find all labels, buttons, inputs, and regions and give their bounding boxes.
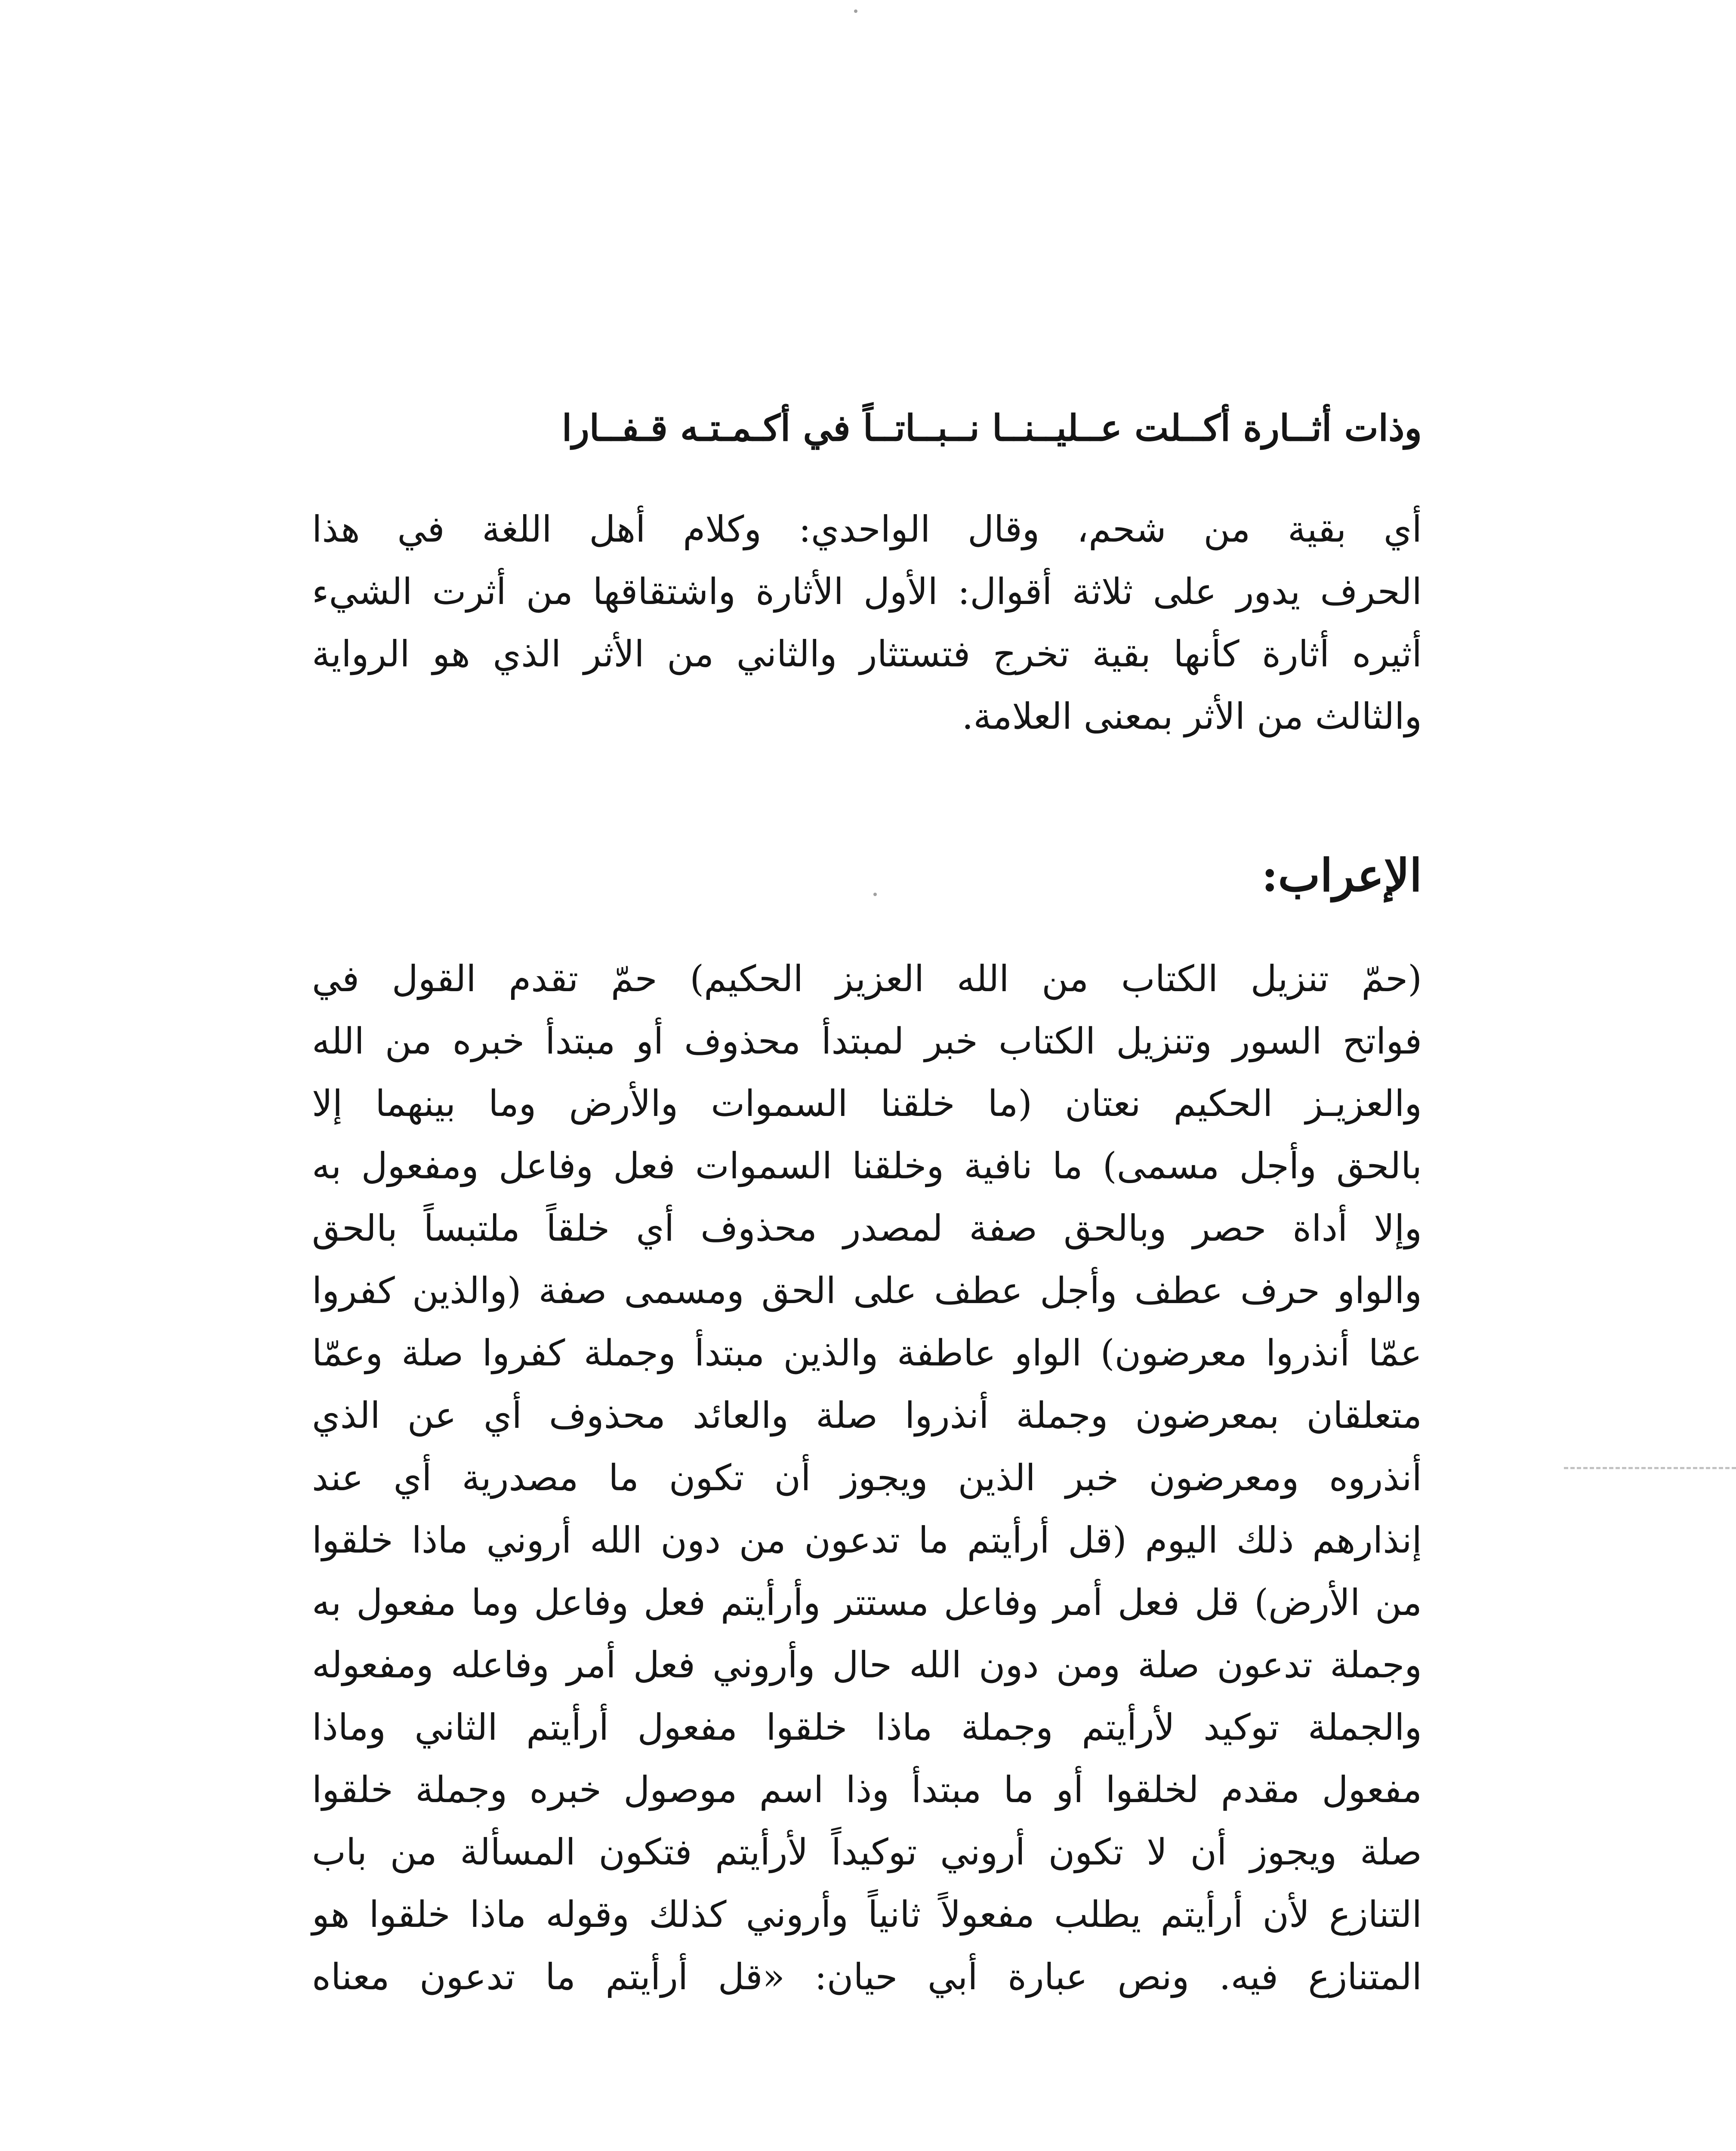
scan-speck [854,9,857,13]
paragraph-2-line-13: والجملة توكيد لأرأيتم وجملة ماذا خلقوا مفعول أرأيتم الثاني وماذا [312,1706,1422,1748]
section-heading: الإعراب: [1261,849,1422,902]
paragraph-2-line-10: إنذارهم ذلك اليوم (قل أرأيتم ما تدعون من دون الله أروني ماذا خلقوا [312,1519,1422,1561]
scan-speck [873,893,877,896]
paragraph-2-line-11: من الأرض) قل فعل أمر وفاعل مستتر وأرأيتم فعل وفاعل وما مفعول به [312,1581,1422,1624]
paragraph-1-line-3: أثيره أثارة كأنها بقية تخرج فتستثار والثاني من الأثر الذي هو الرواية [312,633,1422,675]
paragraph-2-line-8: متعلقان بمعرضون وجملة أنذروا صلة والعائد محذوف أي عن الذي [312,1394,1422,1436]
paragraph-2-line-7: عمّا أنذروا معرضون) الواو عاطفة والذين مبتدأ وجملة كفروا صلة وعمّا [312,1332,1422,1374]
paragraph-2-line-6: والواو حرف عطف وأجل عطف على الحق ومسمى صفة (والذين كفروا [312,1270,1422,1312]
paragraph-2-line-1: (حمّ تنزيل الكتاب من الله العزيز الحكيم) حمّ تقدم القول في [312,958,1422,1000]
paragraph-2-line-17: المتنازع فيه. ونص عبارة أبي حيان: «قل أرأيتم ما تدعون معناه [312,1956,1422,1998]
paragraph-2-line-16: التنازع لأن أرأيتم يطلب مفعولاً ثانياً وأروني كذلك وقوله ماذا خلقوا هو [312,1893,1422,1935]
paragraph-2-line-5: وإلا أداة حصر وبالحق صفة لمصدر محذوف أي خلقاً ملتبساً بالحق [312,1207,1422,1249]
verse-line: وذات أثــارة أكــلت عــليــنــا نــبــاتــاً في أكـمـتـه قـفــارا [561,407,1422,449]
paragraph-1-line-1: أي بقية من شحم، وقال الواحدي: وكلام أهل اللغة في هذا [312,508,1422,550]
paragraph-2-line-12: وجملة تدعون صلة ومن دون الله حال وأروني فعل أمر وفاعله ومفعوله [312,1644,1422,1686]
scan-artifact-line [1564,1467,1736,1475]
paragraph-2-line-15: صلة ويجوز أن لا تكون أروني توكيداً لأرأيتم فتكون المسألة من باب [312,1831,1422,1873]
paragraph-2-line-2: فواتح السور وتنزيل الكتاب خبر لمبتدأ محذوف أو مبتدأ خبره من الله [312,1020,1422,1062]
paragraph-2-line-14: مفعول مقدم لخلقوا أو ما مبتدأ وذا اسم موصول خبره وجملة خلقوا [312,1769,1422,1811]
paragraph-2-line-9: أنذروه ومعرضون خبر الذين ويجوز أن تكون ما مصدرية أي عند [312,1457,1422,1499]
paragraph-1-line-4: والثالث من الأثر بمعنى العلامة. [962,695,1422,737]
paragraph-2-line-3: والعزيـز الحكيم نعتان (ما خلقنا السموات والأرض وما بينهما إلا [312,1082,1422,1125]
paragraph-1-line-2: الحرف يدور على ثلاثة أقوال: الأول الأثارة واشتقاقها من أثرت الشيء [312,570,1422,613]
paragraph-2-line-4: بالحق وأجل مسمى) ما نافية وخلقنا السموات فعل وفاعل ومفعول به [312,1145,1422,1187]
